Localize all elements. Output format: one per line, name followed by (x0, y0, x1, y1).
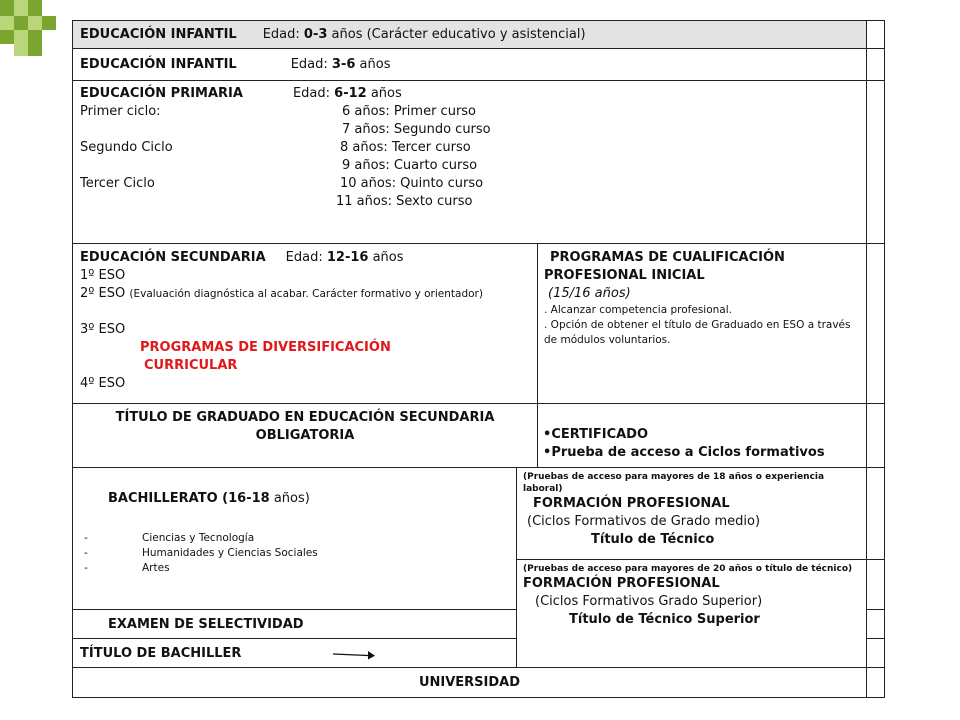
bachillerato-label: BACHILLERATO ( (108, 491, 229, 506)
fp-superior-section (523, 563, 861, 629)
graduado-line-1: TÍTULO DE GRADUADO EN EDUCACIÓN SECUNDARIA (115, 410, 495, 425)
primaria-row (80, 175, 860, 193)
bullet: • (543, 427, 552, 442)
primaria-row (80, 103, 860, 121)
fp-superior-titulo: Título de Técnico Superior (569, 612, 760, 627)
fp-medio-titulo: Título de Técnico (591, 532, 715, 547)
edad-suffix: años (355, 57, 391, 72)
decor-square (42, 16, 56, 30)
certificado-section (543, 426, 863, 462)
edad-label: Edad: (292, 86, 335, 101)
edad-value: 6-12 (334, 86, 367, 101)
curso-label: 8 años: Tercer curso (340, 140, 471, 155)
secundaria-section (80, 249, 530, 303)
bullet: • (543, 445, 552, 460)
certificado-item: CERTIFICADO (551, 427, 649, 442)
pcpi-section (544, 249, 860, 348)
primaria-row (80, 121, 860, 139)
curso-label: 6 años: Primer curso (342, 104, 477, 119)
fp-medio-note: (Pruebas de acceso para mayores de 18 años o experiencia laboral) (523, 472, 825, 494)
infantil-title: EDUCACIÓN INFANTIL (80, 27, 237, 42)
decor-square (28, 30, 42, 44)
pcpi-title-2: PROFESIONAL INICIAL (544, 268, 705, 283)
ciclo-label: Primer ciclo: (80, 104, 161, 119)
ciclo-label: Tercer Ciclo (80, 176, 155, 191)
fp-superior-title: FORMACIÓN PROFESIONAL (523, 576, 720, 591)
pcpi-title-1: PROGRAMAS DE CUALIFICACIÓN (550, 250, 785, 265)
edad-value: 0-3 (303, 27, 328, 42)
decor-square (0, 0, 14, 16)
secundaria-lower (80, 321, 530, 393)
bachillerato-title (108, 490, 310, 508)
infantil-3-6-row (80, 56, 390, 74)
fp-medio-title: FORMACIÓN PROFESIONAL (533, 496, 730, 511)
eso-2 (80, 285, 530, 303)
bachiller-label: TÍTULO DE BACHILLER (80, 646, 242, 661)
edad-suffix: años (368, 250, 404, 265)
edad-label: Edad: (262, 27, 304, 42)
infantil-0-3-row (80, 26, 586, 44)
pcpi-item: . Opción de obtener el título de Graduado en ESO a través de módulos voluntarios. (544, 319, 851, 346)
edad-label: Edad: (285, 250, 327, 265)
decor-square (28, 0, 42, 16)
eso-1: 1º ESO (80, 268, 126, 283)
primaria-row (80, 193, 860, 211)
decor-square (0, 16, 14, 30)
primaria-row (80, 157, 860, 175)
edad-suffix: años (366, 86, 402, 101)
edad-suffix: años (Carácter educativo y asistencial) (327, 27, 586, 42)
primaria-row (80, 139, 860, 157)
primaria-title: EDUCACIÓN PRIMARIA (80, 86, 243, 101)
decor-square (14, 16, 28, 30)
eso-4: 4º ESO (80, 376, 126, 391)
edad-value: 12-16 (326, 250, 369, 265)
diversificacion-line-1: PROGRAMAS DE DIVERSIFICACIÓN (140, 340, 391, 355)
fp-medio-sub: (Ciclos Formativos de Grado medio) (527, 514, 761, 529)
secundaria-title: EDUCACIÓN SECUNDARIA (80, 250, 266, 265)
decor-square (0, 30, 14, 44)
diversificacion-line-2: CURRICULAR (144, 358, 238, 373)
decor-square (28, 16, 42, 30)
curso-label: 7 años: Segundo curso (342, 122, 491, 137)
list-item: - Humanidades y Ciencias Sociales (84, 547, 318, 559)
selectividad-label: EXAMEN DE SELECTIVIDAD (108, 617, 304, 632)
bachillerato-suffix: años) (269, 491, 310, 506)
list-item: - Artes (84, 562, 170, 574)
eso-3: 3º ESO (80, 322, 126, 337)
eso-2-note: (Evaluación diagnóstica al acabar. Carácter formativo y orientador) (129, 288, 483, 300)
fp-superior-note: (Pruebas de acceso para mayores de 20 años o título de técnico) (523, 564, 853, 574)
curso-label: 11 años: Sexto curso (336, 194, 473, 209)
decor-square (28, 44, 42, 56)
decor-square (14, 0, 28, 16)
fp-medio-section (523, 471, 861, 549)
infantil-title: EDUCACIÓN INFANTIL (80, 57, 237, 72)
certificado-item: Prueba de acceso a Ciclos formativos (551, 445, 825, 460)
bachillerato-modalidades (84, 531, 318, 576)
eso-2-label: 2º ESO (80, 286, 126, 301)
decor-square (14, 44, 28, 56)
arrow-right-icon (332, 649, 376, 661)
list-item: - Ciencias y Tecnología (84, 532, 255, 544)
bachillerato-edad: 16-18 (228, 491, 270, 506)
fp-superior-sub: (Ciclos Formativos Grado Superior) (535, 594, 763, 609)
universidad-label: UNIVERSIDAD (418, 675, 521, 690)
pcpi-item: . Alcanzar competencia profesional. (544, 304, 732, 316)
edad-value: 3-6 (331, 57, 356, 72)
curso-label: 9 años: Cuarto curso (342, 158, 478, 173)
graduado-section (73, 409, 537, 445)
primaria-section (80, 85, 860, 211)
decor-square (14, 30, 28, 44)
graduado-line-2: OBLIGATORIA (255, 428, 355, 443)
curso-label: 10 años: Quinto curso (340, 176, 484, 191)
pcpi-edad: (15/16 años) (548, 286, 631, 301)
edad-label: Edad: (290, 57, 332, 72)
ciclo-label: Segundo Ciclo (80, 140, 173, 155)
